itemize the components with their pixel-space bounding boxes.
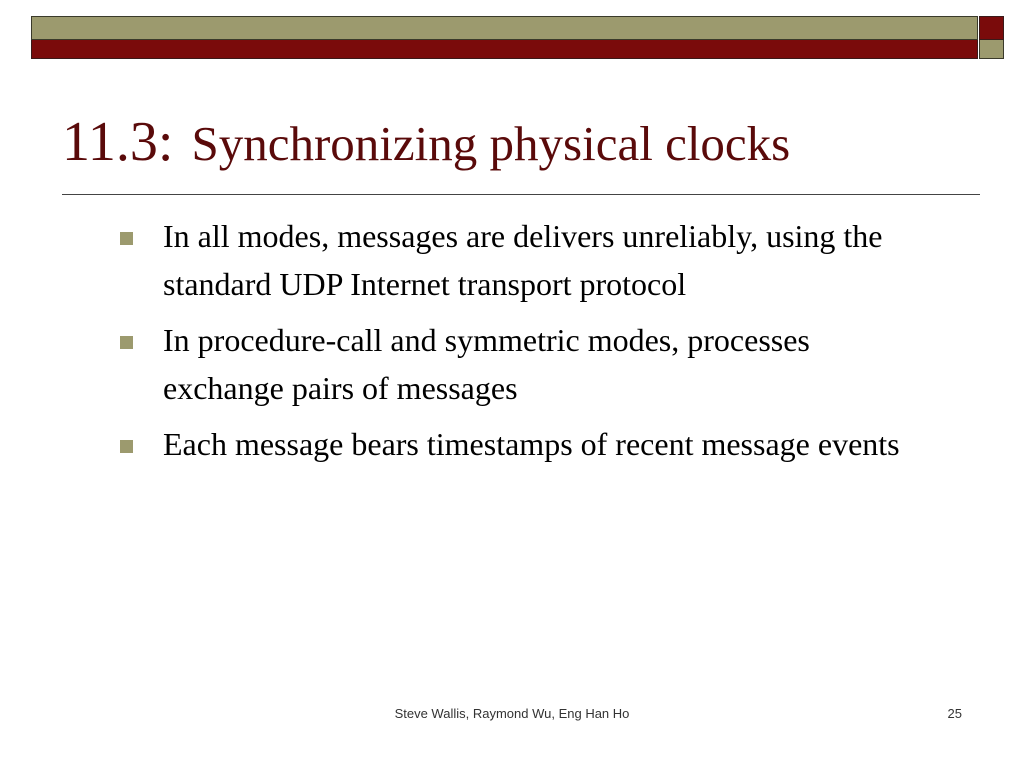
square-bullet-icon	[120, 440, 133, 453]
header-band-red	[31, 40, 978, 59]
slide-title-number: 11.3:	[62, 111, 174, 173]
header-band-olive	[31, 16, 978, 40]
bullet-text: In procedure-call and symmetric modes, processes exchange pairs of messages	[163, 322, 810, 406]
bullet-item	[116, 420, 916, 468]
bullet-item	[116, 212, 916, 308]
bullet-text: In all modes, messages are delivers unreliably, using the standard UDP Internet transport protocol	[163, 218, 883, 302]
header-corner-olive-block	[979, 40, 1004, 59]
square-bullet-icon	[120, 336, 133, 349]
title-underline	[62, 194, 980, 195]
bullet-list	[116, 212, 916, 476]
footer-credit: Steve Wallis, Raymond Wu, Eng Han Ho	[394, 706, 630, 721]
bullet-text: Each message bears timestamps of recent message events	[163, 426, 900, 462]
slide-title-text: Synchronizing physical clocks	[191, 116, 791, 171]
slide-title	[62, 110, 790, 174]
page-number: 25	[947, 706, 962, 721]
bullet-item	[116, 316, 916, 412]
header-corner-red-block	[979, 16, 1004, 40]
square-bullet-icon	[120, 232, 133, 245]
